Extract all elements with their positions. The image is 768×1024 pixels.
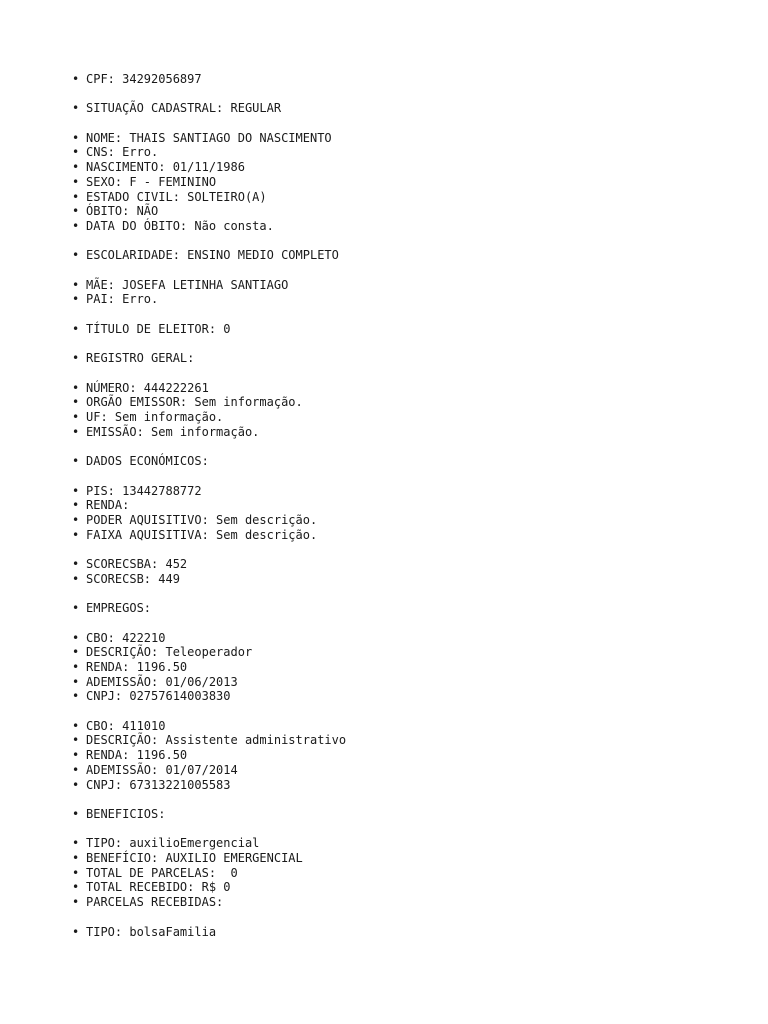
bullet-group	[72, 131, 712, 234]
list-item: • FAIXA AQUISITIVA: Sem descrição.	[72, 528, 712, 543]
list-item: • TOTAL RECEBIDO: R$ 0	[72, 880, 712, 895]
list-item: • PIS: 13442788772	[72, 484, 712, 499]
list-item: • RENDA: 1196.50	[72, 660, 712, 675]
list-item: • TIPO: bolsaFamilia	[72, 925, 712, 940]
list-item: • TIPO: auxilioEmergencial	[72, 836, 712, 851]
list-item: • SEXO: F - FEMININO	[72, 175, 712, 190]
list-item: • ESCOLARIDADE: ENSINO MEDIO COMPLETO	[72, 248, 712, 263]
bullet-group	[72, 381, 712, 440]
list-item: • CNPJ: 02757614003830	[72, 689, 712, 704]
list-item: • CPF: 34292056897	[72, 72, 712, 87]
list-item: • ESTADO CIVIL: SOLTEIRO(A)	[72, 190, 712, 205]
list-item: • NOME: THAIS SANTIAGO DO NASCIMENTO	[72, 131, 712, 146]
bullet-group	[72, 719, 712, 793]
list-item: • SCORECSBA: 452	[72, 557, 712, 572]
bullet-group	[72, 351, 712, 366]
bullet-group	[72, 601, 712, 616]
list-item: • DADOS ECONÓMICOS:	[72, 454, 712, 469]
list-item: • PAI: Erro.	[72, 292, 712, 307]
list-item: • EMISSÃO: Sem informação.	[72, 425, 712, 440]
list-item: • CBO: 411010	[72, 719, 712, 734]
list-item: • DESCRIÇÃO: Assistente administrativo	[72, 733, 712, 748]
list-item: • DATA DO ÓBITO: Não consta.	[72, 219, 712, 234]
list-item: • TOTAL DE PARCELAS: 0	[72, 866, 712, 881]
bullet-group	[72, 454, 712, 469]
list-item: • CNPJ: 67313221005583	[72, 778, 712, 793]
list-item: • EMPREGOS:	[72, 601, 712, 616]
list-item: • ORGÃO EMISSOR: Sem informação.	[72, 395, 712, 410]
list-item: • ADEMISSÃO: 01/07/2014	[72, 763, 712, 778]
bullet-group	[72, 631, 712, 705]
bullet-group	[72, 557, 712, 586]
list-item: • BENEFICIOS:	[72, 807, 712, 822]
list-item: • SITUAÇÃO CADASTRAL: REGULAR	[72, 101, 712, 116]
document-body	[72, 72, 712, 954]
list-item: • ADEMISSÃO: 01/06/2013	[72, 675, 712, 690]
bullet-group	[72, 278, 712, 307]
bullet-group	[72, 807, 712, 822]
list-item: • SCORECSB: 449	[72, 572, 712, 587]
bullet-group	[72, 72, 712, 87]
bullet-group	[72, 836, 712, 910]
list-item: • CNS: Erro.	[72, 145, 712, 160]
list-item: • ÓBITO: NÃO	[72, 204, 712, 219]
bullet-group	[72, 322, 712, 337]
list-item: • NÚMERO: 444222261	[72, 381, 712, 396]
list-item: • BENEFÍCIO: AUXILIO EMERGENCIAL	[72, 851, 712, 866]
list-item: • MÃE: JOSEFA LETINHA SANTIAGO	[72, 278, 712, 293]
list-item: • NASCIMENTO: 01/11/1986	[72, 160, 712, 175]
bullet-group	[72, 484, 712, 543]
bullet-group	[72, 101, 712, 116]
list-item: • DESCRIÇÃO: Teleoperador	[72, 645, 712, 660]
list-item: • PODER AQUISITIVO: Sem descrição.	[72, 513, 712, 528]
bullet-group	[72, 248, 712, 263]
list-item: • REGISTRO GERAL:	[72, 351, 712, 366]
bullet-group	[72, 925, 712, 940]
list-item: • UF: Sem informação.	[72, 410, 712, 425]
list-item: • RENDA: 1196.50	[72, 748, 712, 763]
list-item: • PARCELAS RECEBIDAS:	[72, 895, 712, 910]
list-item: • RENDA:	[72, 498, 712, 513]
list-item: • TÍTULO DE ELEITOR: 0	[72, 322, 712, 337]
list-item: • CBO: 422210	[72, 631, 712, 646]
